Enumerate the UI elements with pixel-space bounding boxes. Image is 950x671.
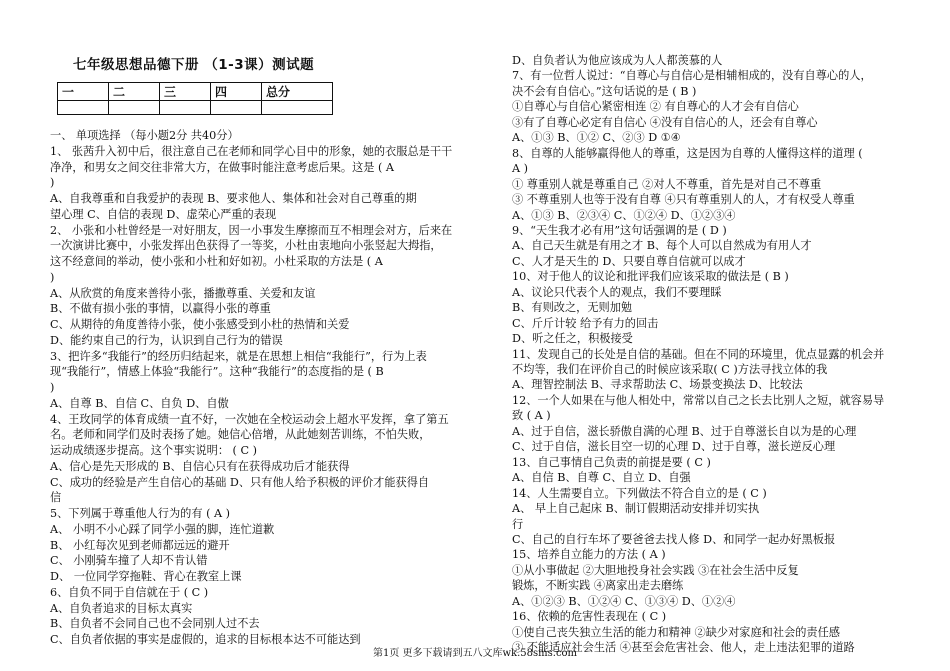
right-text-line: C、自己的自行车坏了要爸爸去找人修 D、和同学一起办好黑板报 — [512, 532, 836, 546]
score-header-3: 三 — [160, 83, 211, 101]
right-text-line: ①使自己丧失独立生活的能力和精神 ②缺少对家庭和社会的责任感 — [512, 625, 840, 639]
right-text-line: 行 — [512, 517, 524, 531]
left-text-line: D、 一位同学穿拖鞋、背心在教室上课 — [50, 570, 242, 583]
right-text-line: 致 ( A ) — [512, 409, 551, 423]
left-text-line: D、能约束自己的行为，认识到自己行为的错误 — [50, 333, 283, 347]
left-text-line: 现“我能行”，情感上体验“我能行”。这种“我能行”的态度指的是 ( B — [50, 365, 384, 379]
left-text-line: 名。老师和同学们及时表扬了她。她信心倍增，从此她刻苦训练，不怕失败， — [50, 428, 431, 442]
page-title: 七年级思想品德下册 （1-3课）测试题 — [73, 57, 315, 73]
right-text-line: 11、发现自己的长处是自信的基础。但在不同的环境里，优点显露的机会并 — [512, 347, 885, 361]
left-text-line: 2、 小张和小杜曾经是一对好朋友，因一小事发生摩擦而互不相理会对方，后来在 — [50, 223, 453, 237]
right-text-line: A、①③ B、②③④ C、①②④ D、①②③④ — [512, 208, 736, 222]
score-cell-2 — [109, 101, 160, 115]
left-text-line: A、 小明不小心踩了同学小强的脚，连忙道歉 — [50, 522, 275, 536]
right-text-line: ③ 不能适应社会生活 ④甚至会危害社会、他人，走上违法犯罪的道路 — [512, 641, 855, 655]
left-text-line: B、 小红每次见到老师都远远的避开 — [50, 538, 230, 552]
right-text-line: C、人才是天生的 D、只要自尊自信就可以成才 — [512, 254, 746, 268]
left-text-line: 信 — [50, 491, 62, 505]
right-text-line: 15、培养自立能力的方法 ( A ) — [512, 548, 666, 562]
right-text-line: 14、人生需要自立。下列做法不符合自立的是 ( C ) — [512, 486, 767, 500]
left-text-line: 6、自负不同于自信就在于 ( C ) — [50, 585, 209, 599]
score-header-row — [58, 83, 333, 101]
left-text-line: ) — [50, 176, 55, 190]
left-text-line: 1、 张茜升入初中后，很注意自己在老师和同学心目中的形象，她的衣服总是干干 — [50, 144, 453, 158]
left-text-line: C、从期待的角度善待小张，使小张感受到小杜的热情和关爱 — [50, 318, 350, 331]
page-footer: 第1页 更多下载请到五八文库wk.58sms.com — [372, 648, 578, 659]
right-text-line: B、有则改之，无则加勉 — [512, 301, 633, 315]
right-text-line: A ) — [512, 162, 529, 176]
right-text-line: A、过于自信，滋长骄傲自满的心理 B、过于自尊滋长自以为是的心理 — [512, 424, 857, 438]
left-text-line: C、成功的经验是产生自信心的基础 D、只有他人给予积极的评价才能获得自 — [50, 475, 430, 489]
score-cell-1 — [58, 101, 109, 115]
left-text-line: C、自负者依据的事实是虚假的，追求的目标根本达不可能达到 — [50, 633, 361, 646]
right-text-line: ③ 不尊重别人也等于没有自尊 ④只有尊重别人的人，才有权受人尊重 — [512, 193, 855, 207]
right-text-line: 10、对于他人的议论和批评我们应该采取的做法是 ( B ) — [512, 270, 789, 284]
right-text-line: C、过于自信，滋长目空一切的心理 D、过于自尊，滋长逆反心理 — [512, 440, 836, 454]
left-text-line: A、自我尊重和自我爱护的表现 B、要求他人、集体和社会对自己尊重的期 — [50, 192, 417, 205]
right-text-line: A、自信 B、自尊 C、自立 D、自强 — [512, 471, 691, 485]
score-value-row — [58, 101, 333, 115]
left-text-line: B、不做有损小张的事情，以赢得小张的尊重 — [50, 302, 271, 316]
left-text-line: 5、下列属于尊重他人行为的有 ( A ) — [50, 507, 231, 520]
right-text-line: C、斤斤计较 给予有力的回击 — [512, 316, 659, 330]
score-cell-total — [262, 101, 333, 115]
right-text-line: 决不会有自信心。”这句话说的是 ( B ) — [512, 84, 697, 98]
left-text-line: 净净，和男女之间交往非常大方，在做事时能注意考虑后果。这是 ( A — [50, 160, 394, 174]
left-text-line: 这不经意间的举动，使小张和小杜和好如初。小杜采取的方法是 ( A — [50, 255, 383, 268]
right-text-line: ① 尊重别人就是尊重自己 ②对人不尊重，首先是对自己不尊重 — [512, 177, 822, 191]
score-header-2: 二 — [109, 83, 160, 101]
left-text-line: A、自负者追求的目标太真实 — [50, 601, 193, 615]
left-text-line: 3、把许多“我能行”的经历归结起来，就是在思想上相信“我能行”，行为上表 — [50, 349, 427, 363]
right-text-line: 锻炼，不断实践 ④离家出走去磨练 — [512, 579, 684, 593]
left-text-line: 一、 单项选择 （每小题2分 共40分） — [50, 129, 239, 142]
left-text-line: 4、王玫同学的体育成绩一直不好，一次她在全校运动会上超水平发挥，拿了第五 — [50, 412, 449, 426]
right-text-line: A、①②③ B、①②④ C、①③④ D、①②④ — [512, 594, 736, 608]
left-text-line: 望心理 C、自信的表现 D、虚荣心严重的表现 — [50, 207, 277, 221]
right-text-line: ①从小事做起 ②大胆地投身社会实践 ③在社会生活中反复 — [512, 563, 799, 577]
right-text-line: 9、“天生我才必有用”这句话强调的是 ( D ) — [512, 223, 727, 237]
right-text-line: ③有了自尊心必定有自信心 ④没有自信心的人，还会有自尊心 — [512, 115, 818, 129]
score-header-1: 一 — [58, 83, 109, 101]
right-text-line: D、听之任之，积极接受 — [512, 332, 633, 346]
left-text-line: C、 小刚骑车撞了人却不肯认错 — [50, 554, 208, 568]
left-text-line: A、自尊 B、自信 C、自负 D、自傲 — [50, 396, 229, 410]
right-text-line: A、自己天生就是有用之才 B、每个人可以自然成为有用人才 — [512, 239, 812, 253]
right-text-line: A、①③ B、①② C、②③ D ①④ — [512, 131, 681, 145]
left-text-line: A、信心是先天形成的 B、自信心只有在获得成功后才能获得 — [50, 459, 350, 473]
right-text-line: 12、一个人如果在与他人相处中，常常以自己之长去比别人之短，就容易导 — [512, 393, 885, 407]
right-text-line: A、理智控制法 B、寻求帮助法 C、场景变换法 D、比较法 — [512, 378, 803, 392]
right-text-line: 不均等，我们在评价自己的时候应该采取( C )方法寻找立体的我 — [512, 363, 828, 376]
score-cell-4 — [211, 101, 262, 115]
left-text-line: A、从欣赏的角度来善待小张，播撒尊重、关爱和友谊 — [50, 286, 316, 300]
right-text-line: 16、依赖的危害性表现在 ( C ) — [512, 610, 667, 624]
score-header-4: 四 — [211, 83, 262, 101]
score-table — [57, 82, 333, 115]
score-header-total: 总分 — [262, 83, 333, 101]
left-text-line: B、自负者不会同自己也不会同别人过不去 — [50, 617, 260, 631]
left-text-line: ) — [50, 270, 55, 284]
score-cell-3 — [160, 101, 211, 115]
right-text-line: ①自尊心与自信心紧密相连 ② 有自尊心的人才会有自信心 — [512, 100, 799, 114]
right-text-line: A、 早上自己起床 B、制订假期活动安排并切实执 — [512, 502, 760, 516]
right-text-line: 13、自己事情自己负责的前提是要 ( C ) — [512, 455, 711, 469]
right-text-line: A、议论只代表个人的观点，我们不要理睬 — [512, 285, 722, 299]
right-text-line: 7、有一位哲人说过：“自尊心与自信心是相辅相成的，没有自尊心的人， — [512, 69, 872, 83]
left-text-line: ) — [50, 381, 55, 394]
left-text-line: 运动成绩逐步提高。这个事实说明： ( C ) — [50, 444, 257, 457]
right-text-line: D、自负者认为他应该成为人人都羡慕的人 — [512, 54, 723, 67]
right-text-line: 8、自尊的人能够赢得他人的尊重，这是因为自尊的人懂得这样的道理 ( — [512, 146, 863, 160]
left-text-line: 一次演讲比赛中，小张发挥出色获得了一等奖，小杜由衷地向小张竖起大拇指， — [50, 239, 442, 253]
